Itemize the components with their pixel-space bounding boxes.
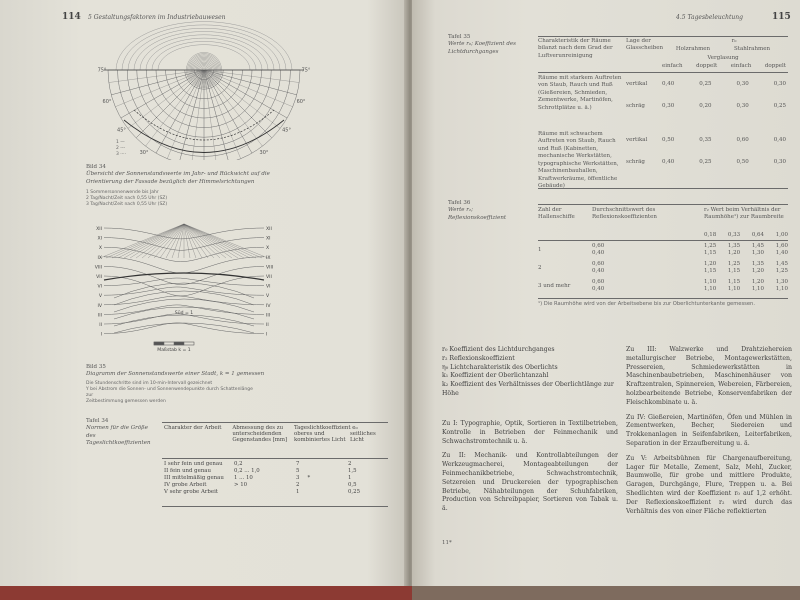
fan-left-label: XI (97, 236, 102, 242)
fig35-note: Y bei Abstrom die Sonnen- und Sonnenwendepunkte durch Schattenlänge zur (86, 386, 253, 398)
fan-right-label: X (266, 246, 270, 252)
fan-ray (148, 224, 184, 258)
table34-cell: 1 (296, 488, 300, 495)
table34-cell (232, 488, 294, 495)
table35-header-col3-group: r₀ (731, 38, 737, 44)
fan-ray (100, 224, 184, 258)
table35-sub: einfach (730, 63, 752, 69)
legend-item: 3 ···· (116, 151, 127, 157)
sun-path-band (128, 28, 280, 70)
fig35-note: Die Stundenschritte sind im 10-min-Intervall gezeichnet (86, 381, 213, 386)
fan-left-label: X (98, 246, 102, 252)
table35-lage: vertikal (626, 137, 648, 143)
fan-right-label: VI (266, 284, 271, 290)
symbol-item: k₁ Koeffizient der Oberlichtanzahl (442, 372, 549, 380)
table36-value: 1,20 (727, 250, 741, 256)
paragraph-zu-v: Zu V: Arbeitsbühnen für Chargenaufbereitung, Lager für Metalle, Zement, Salz, Mehl, Zucker, Baumwolle, für grobe und mittlere Produkte, Garagen, Durchgänge, Flure, Treppen u. a. Bei Shedlichten wird der Koeffizient r₀ auf 1,2 erhöht. Der Reflexionskoeffizient r₂ wird durch das Verhältnis des von einer Fläche reflektierten (626, 454, 792, 515)
table35-value: 0,35 (699, 137, 712, 143)
table35-value: 0,50 (662, 137, 675, 143)
polar-radial (204, 70, 297, 95)
table35-values (662, 137, 786, 144)
polar-radial (204, 70, 241, 159)
table34-top-rule (162, 422, 388, 423)
table36-footnote: ¹) Die Raumhöhe wird von der Arbeitsebene bis zur Oberlichtunterkante gemessen. (538, 301, 755, 307)
paragraph-zu-iii: Zu III: Walzwerke und Drahtziehereien metallurgischer Betriebe, Montagewerkstätten, Pressereien, Schmiedewerkstätten in Maschinenbaubetrieben, Maschinenhäuser von Kraftzentralen, Spinnereien, Webereien, Färbereien, holzbearbeitende Betriebe, Konservenfabriken der Fleischkombinate u. ä. (626, 346, 792, 406)
table35-lage: vertikal (626, 81, 648, 87)
table36-reflexion: 0,60 (592, 243, 605, 249)
table34-header-col3b: seitliches Licht (350, 430, 376, 443)
fan-lower-curve (114, 323, 254, 333)
fan-right-label: IV (266, 303, 271, 309)
table36-value: 1,20 (751, 279, 765, 285)
polar-angle-label: 45° (117, 127, 126, 134)
table36-label: Tafel 36 (448, 200, 471, 206)
fan-curve (104, 276, 264, 296)
fig34-legend (116, 140, 146, 158)
polar-radial (204, 70, 299, 83)
table35-group-description: Räume mit schwachem Auftreten von Staub, Rauch und Ruß (Kabinetten, mechanische Werkstätten, typographische Werkstätten, Maschinenbauhallen, Kraftwerkräume, öffentliche Gebäude) (538, 131, 619, 189)
fan-right-label: VIII (266, 265, 274, 271)
table35-top-rule (538, 36, 788, 37)
table36-ratio: 1,00 (775, 232, 788, 238)
table34-cell: V sehr grobe Arbeit (164, 488, 218, 495)
sun-path-polar-diagram (98, 20, 310, 160)
table35-value: 0,25 (699, 81, 712, 87)
table36-value: 1,10 (704, 286, 717, 292)
fan-left-label: IX (97, 255, 102, 261)
table34-header-col3a: oberes und kombiniertes Licht (294, 430, 346, 443)
table36-heading (448, 200, 528, 222)
table36-top-rule (538, 204, 788, 205)
symbol-item: r₂ Reflexionskoeffizient (442, 354, 515, 362)
table36-value: 1,30 (775, 279, 788, 285)
fan-center-label: Sūd = 1 (174, 311, 194, 316)
table35-header-col2: Lage der Glasscheiben (626, 38, 664, 52)
table34-cell: 5 (296, 467, 300, 474)
table36-ratio: 0,18 (704, 232, 717, 238)
table36-reflexion: 0,40 (592, 286, 605, 292)
table34-body (162, 460, 388, 495)
table36-value: 1,15 (727, 268, 741, 274)
fig35-note: Zeitbestimmung gemessen werden (86, 398, 166, 404)
table36-value: 1,40 (775, 250, 788, 256)
table36-value: 1,45 (751, 243, 765, 249)
table34-row (162, 460, 388, 467)
table35-value: 0,40 (773, 137, 786, 143)
polar-radial (109, 70, 204, 83)
table36-schiffe: 2 (538, 265, 542, 271)
symbol-item: η₀ Lichtcharakteristik des Oberlichts (442, 363, 558, 371)
fig35-notes (86, 381, 256, 404)
table35-bottom-rule (538, 188, 788, 189)
table36-value: 1,35 (727, 243, 741, 249)
symbol-item: k₂ Koeffizient des Verhältnisses der Oberlichtlänge zur Höhe (442, 381, 614, 397)
fan-left-label: IV (97, 303, 102, 309)
table36-header-rule (538, 240, 788, 241)
table34-header-group (292, 424, 388, 443)
table34-cell: 2 (348, 460, 352, 467)
fan-curve (104, 323, 264, 334)
table36-title: Werte r₂; Reflexionskoeffizient (448, 207, 507, 221)
book-bottom-edge-right (412, 586, 800, 600)
table35-value: 0,25 (699, 159, 712, 165)
table34-cell: 2 (296, 481, 300, 488)
table36-ratio: 0,33 (727, 232, 741, 238)
polar-angle-label: 60° (296, 99, 306, 106)
table34-cell: 0,25 (348, 488, 361, 495)
table35-label: Tafel 35 (448, 34, 471, 40)
table34-label: Tafel 34 (86, 418, 109, 424)
fan-right-label: I (266, 332, 268, 338)
fig34-notes (86, 190, 236, 208)
fan-ray (184, 224, 268, 258)
fan-ray (184, 224, 238, 258)
table35-value: 0,40 (662, 159, 675, 165)
paragraph-zu-ii: Zu II: Mechanik- und Kontrollabteilungen der Werkzeugmacherei, Montageabteilungen der Feinmechanikbetriebe, Schwachstromtechnik, Setzereien und Druckereien der typographischen Betriebe, Nähabteilungen der Schuhfabriken, Production von Schreibpapier, Sortieren von Tabak u. ä. (442, 452, 618, 513)
fig34-note: 1 Sommersonnenwende bis Jahr (86, 190, 159, 195)
table34-cell: 0,5 (348, 481, 357, 488)
fig34-note: 2 Tag/Nacht/Zeit nach 0,55 Uhr (SZ) (86, 195, 168, 201)
table36-reflexion: 0,40 (592, 268, 605, 274)
table35-lage: schräg (626, 103, 645, 109)
table36-value: 1,30 (751, 250, 765, 256)
fig34-label: Bild 34 (86, 164, 106, 170)
table34-cell: 0,2 ... 1,0 (234, 467, 260, 474)
fig35-label: Bild 35 (86, 364, 106, 370)
table34-header-rule (162, 458, 388, 459)
table35-header-verglasung: Verglasung (707, 55, 739, 61)
right-page (412, 0, 800, 590)
body-column-left (442, 420, 618, 514)
signature-mark: 11* (442, 540, 452, 546)
table34-heading (86, 418, 156, 448)
fan-left-label: VII (96, 275, 102, 280)
fan-ray (118, 224, 184, 258)
fan-curve (104, 296, 264, 305)
table35-value: 0,30 (773, 81, 786, 87)
fan-left-label: VI (97, 284, 102, 290)
paragraph-zu-iv: Zu IV: Gießereien, Martinöfen, Öfen und Mühlen in Zementwerken, Becher, Siedereien und Trokkenanlagen in Seifenfabriken, Leiterfabriken, Separation in der Erzaufbereitung u. ä. (626, 413, 792, 447)
table36-value: 1,45 (775, 261, 788, 267)
table35-title: Werte r₀; Koeffizient des Lichtdurchganges (448, 41, 516, 55)
page-number-right: 115 (772, 12, 791, 22)
table36-value: 1,60 (775, 243, 788, 249)
polar-angle-label: 30° (139, 150, 149, 157)
fan-left-label: V (98, 294, 102, 300)
table34-row (162, 481, 388, 488)
fan-right-label: VII (266, 275, 272, 280)
symbol-item: r₀ Koeffizient des Lichtdurchganges (442, 346, 555, 353)
fan-curve (104, 266, 264, 284)
table34-bottom-rule (162, 506, 388, 507)
table35-heading (448, 34, 528, 56)
table36-ratio: 0,64 (751, 232, 765, 238)
fig34-caption-text: Übersicht der Sonnenstandswerte im Jahr- und Rückwicht auf die Orientierung der Fassade bezüglich der Himmelsrichtungen (86, 171, 270, 185)
table36-value: 1,15 (727, 279, 741, 285)
table35-values (662, 103, 786, 110)
fan-right-label: IX (266, 255, 271, 261)
table35-header-stahl: Stahlrahmen (733, 46, 771, 52)
table35-value: 0,30 (736, 103, 749, 109)
table36-value: 1,25 (704, 243, 717, 249)
table35-header-col1: Charakteristik der Räume bilanzt nach dem Grad der Luftverunreinigung (538, 38, 613, 59)
table36-bottom-rule (538, 298, 788, 299)
polar-angle-label: 30° (259, 150, 269, 157)
fan-left-label: XII (96, 227, 102, 232)
table36-header-col3: r₂ Wert beim Verhältnis der Raumhöhe¹) zur Raumbreite (704, 207, 784, 221)
table34-cell: II fein und genau (164, 467, 211, 474)
table36-ratios (704, 232, 788, 239)
table34-cell: 7 (296, 460, 300, 467)
fan-ray (154, 224, 184, 258)
table34-cell: 1 ... 10 (234, 474, 253, 481)
fig34-caption (86, 164, 296, 186)
table36-value: 1,25 (775, 268, 788, 274)
scale-bar-segment (154, 342, 164, 345)
fan-right-label: III (266, 313, 271, 319)
table34-cell: 1,5 (348, 467, 357, 474)
polar-angle-label: 75° (98, 67, 107, 74)
table36-value: 1,10 (751, 286, 765, 292)
table36-value: 1,25 (727, 261, 741, 267)
legend-item: 2 --- (116, 145, 126, 151)
polar-angle-label: 75° (301, 67, 310, 74)
table35-header-holz: Holzrahmen (675, 46, 711, 52)
fan-right-label: V (266, 294, 270, 300)
symbols-list (442, 346, 618, 399)
fan-right-label: XII (266, 227, 272, 232)
fan-right-label: XI (266, 236, 271, 242)
table35-value: 0,30 (662, 103, 675, 109)
table36-values (704, 268, 788, 275)
table34-cell: I sehr fein und genau (164, 460, 223, 467)
table34-cell: 0,2 (234, 460, 243, 467)
polar-radial (204, 70, 287, 118)
table36-reflexion: 0,40 (592, 250, 605, 256)
fan-curve (104, 257, 264, 273)
fan-ray (184, 224, 220, 258)
fan-scale-label: Maßstab k = 1 (157, 348, 191, 353)
table35-value: 0,20 (699, 103, 712, 109)
table34-title: Normen für die Größe des Tageslichtkoeffizienten (86, 425, 151, 447)
fig35-caption (86, 364, 296, 379)
sun-path-band (134, 32, 274, 71)
page-number-left: 114 (62, 12, 81, 22)
table36-value: 1,10 (775, 286, 788, 292)
running-head-right: 4.5 Tagesbeleuchtung (676, 14, 743, 21)
table35-value: 0,25 (773, 103, 786, 109)
table36-value: 1,15 (704, 268, 717, 274)
table35-value: 0,40 (662, 81, 675, 87)
table34-row (162, 467, 388, 474)
polar-radial (136, 70, 204, 138)
table36-reflexion: 0,60 (592, 279, 605, 285)
table36-value: 1,10 (704, 279, 717, 285)
polar-radial (121, 70, 204, 118)
fan-left-label: I (100, 332, 102, 338)
table35-values (662, 159, 786, 166)
table36-value: 1,15 (704, 250, 717, 256)
polar-radial (204, 70, 293, 107)
table34-cell: III mittelmäßig genau (164, 474, 224, 481)
table35-value: 0,60 (736, 137, 749, 143)
polar-radial (111, 70, 204, 95)
fan-left-label: VIII (94, 265, 102, 271)
table34-row (162, 488, 388, 495)
sun-angle-diagram (84, 218, 284, 368)
fan-lower-curve (114, 315, 254, 326)
polar-radial (167, 70, 204, 159)
legend-item: 1 — (116, 140, 125, 145)
table34-cell: IV grobe Arbeit (164, 481, 207, 488)
table36-schiffe: 3 und mehr (538, 283, 571, 289)
table35-subheaders (662, 63, 786, 70)
table34-header-col2: Abmessung des zu unterscheidenden Gegenstandes [mm] (232, 424, 288, 443)
table35-group-description: Räume mit starkem Auftreten von Staub, Rauch und Ruß (Gießereien, Schmieden, Zementwerke, Martinöfen, Schrottplätze u. ä.) (538, 75, 622, 111)
sun-path-band (116, 22, 292, 70)
table35-lage: schräg (626, 159, 645, 165)
table35-sub: doppelt (764, 63, 786, 69)
table36-values (704, 286, 788, 293)
table36-value: 1,20 (751, 268, 765, 274)
table34-header-col1: Charakter der Arbeit (164, 424, 222, 431)
table34-cell: 3 * (296, 474, 311, 481)
fan-left-label: III (97, 313, 102, 319)
fan-ray (136, 224, 184, 258)
table34-cell: > 10 (234, 481, 248, 488)
polar-radial (156, 70, 204, 153)
table34-row (162, 474, 388, 481)
scale-bar-segment (174, 342, 184, 345)
fan-left-label: II (99, 323, 102, 328)
table34-cell: 1 (348, 474, 352, 481)
table34-header-col3-group: Tageslichtkoeffizient e₀ (294, 424, 358, 431)
table35-value: 0,30 (736, 81, 749, 87)
paragraph-zu-i: Zu I: Typographie, Optik, Sortieren in Textilbetrieben, Kontrolle in Betrieben der Feinmechanik und Schwachstromtechnik u. ä. (442, 420, 618, 445)
fan-ray (178, 224, 184, 258)
polar-angle-label: 60° (102, 99, 112, 106)
fig35-caption-text: Diagramm der Sonnenstandswerte einer Stadt, k = 1 gemessen (86, 371, 265, 378)
running-head-left: 5 Gestaltungsfaktoren im Industriebauwesen (88, 14, 226, 21)
polar-radial (204, 70, 252, 153)
table34-header-row (162, 424, 388, 443)
table36-schiffe: 1 (538, 247, 542, 253)
fan-right-label: II (266, 323, 269, 328)
table36-header-col2: Durchschnittswert des Reflexionskoeffizienten (592, 207, 657, 221)
fan-ray (184, 224, 190, 258)
polar-radial (204, 70, 272, 138)
polar-angle-label: 45° (282, 127, 291, 134)
fig34-note: 3 Tag/Nacht/Zeit nach 0,55 Uhr (SZ) (86, 201, 168, 207)
fan-ray (184, 224, 214, 258)
polar-radial (115, 70, 204, 107)
fan-ray (184, 224, 250, 258)
table35-values (662, 81, 786, 88)
table36-values (704, 250, 788, 257)
table35-value: 0,50 (736, 159, 749, 165)
table36-header (538, 207, 788, 243)
fan-ray (184, 224, 232, 258)
table36-reflexion: 0,60 (592, 261, 605, 267)
table34 (162, 424, 388, 443)
table36-value: 1,20 (704, 261, 717, 267)
table36-header-col1: Zahl der Hallenschiffe (538, 207, 575, 221)
fan-ray (184, 224, 262, 258)
table35-value: 0,30 (773, 159, 786, 165)
table35-header-rule (538, 72, 788, 73)
table36-value: 1,10 (727, 286, 741, 292)
table34-marker: * (307, 474, 311, 481)
body-column-right (626, 346, 792, 516)
table35-sub: einfach (662, 63, 683, 69)
table36-value: 1,35 (751, 261, 765, 267)
table35-sub: doppelt (696, 63, 718, 69)
